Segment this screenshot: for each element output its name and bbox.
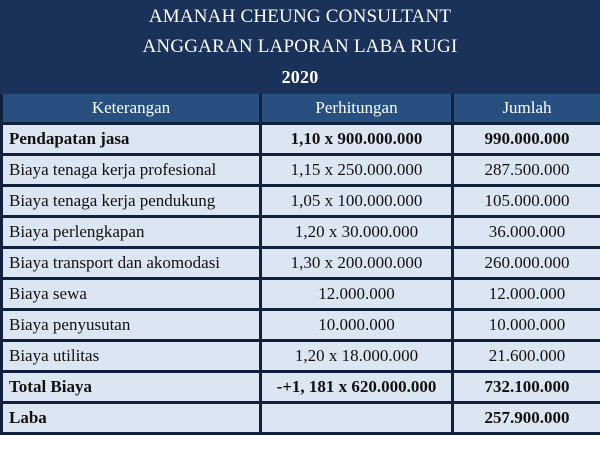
cell-jumlah: 260.000.000 (453, 248, 600, 279)
cell-perhitungan: 12.000.000 (261, 279, 453, 310)
cell-jumlah: 990.000.000 (453, 124, 600, 155)
cell-keterangan: Biaya perlengkapan (2, 217, 261, 248)
table-row (2, 403, 600, 434)
table-row (2, 124, 600, 155)
cell-jumlah: 732.100.000 (453, 372, 600, 403)
report-title: ANGGARAN LAPORAN LABA RUGI (142, 36, 458, 57)
column-header-perhitungan: Perhitungan (261, 94, 453, 124)
table-header-row (2, 94, 600, 124)
cell-perhitungan: -+1, 181 x 620.000.000 (261, 372, 453, 403)
cell-jumlah: 257.900.000 (453, 403, 600, 434)
cell-perhitungan: 1,05 x 100.000.000 (261, 186, 453, 217)
report-header (0, 0, 600, 94)
income-statement-table (0, 94, 600, 435)
company-name: AMANAH CHEUNG CONSULTANT (148, 6, 452, 27)
table-row (2, 217, 600, 248)
table-row (2, 341, 600, 372)
cell-keterangan: Total Biaya (2, 372, 261, 403)
cell-keterangan: Biaya transport dan akomodasi (2, 248, 261, 279)
column-header-jumlah: Jumlah (453, 94, 600, 124)
cell-perhitungan: 1,10 x 900.000.000 (261, 124, 453, 155)
cell-perhitungan: 1,20 x 18.000.000 (261, 341, 453, 372)
column-header-keterangan: Keterangan (2, 94, 261, 124)
cell-jumlah: 36.000.000 (453, 217, 600, 248)
cell-perhitungan: 1,20 x 30.000.000 (261, 217, 453, 248)
cell-jumlah: 21.600.000 (453, 341, 600, 372)
table-row (2, 155, 600, 186)
cell-jumlah: 10.000.000 (453, 310, 600, 341)
cell-keterangan: Biaya penyusutan (2, 310, 261, 341)
table-row (2, 372, 600, 403)
cell-perhitungan: 1,15 x 250.000.000 (261, 155, 453, 186)
table-row (2, 248, 600, 279)
cell-keterangan: Laba (2, 403, 261, 434)
table-row (2, 310, 600, 341)
cell-keterangan: Pendapatan jasa (2, 124, 261, 155)
cell-perhitungan (261, 403, 453, 434)
report-year: 2020 (281, 67, 319, 87)
cell-keterangan: Biaya tenaga kerja profesional (2, 155, 261, 186)
table-row (2, 186, 600, 217)
cell-keterangan: Biaya tenaga kerja pendukung (2, 186, 261, 217)
cell-perhitungan: 10.000.000 (261, 310, 453, 341)
cell-jumlah: 12.000.000 (453, 279, 600, 310)
cell-jumlah: 105.000.000 (453, 186, 600, 217)
cell-keterangan: Biaya sewa (2, 279, 261, 310)
table-body (2, 124, 600, 434)
cell-jumlah: 287.500.000 (453, 155, 600, 186)
cell-perhitungan: 1,30 x 200.000.000 (261, 248, 453, 279)
table-row (2, 279, 600, 310)
cell-keterangan: Biaya utilitas (2, 341, 261, 372)
